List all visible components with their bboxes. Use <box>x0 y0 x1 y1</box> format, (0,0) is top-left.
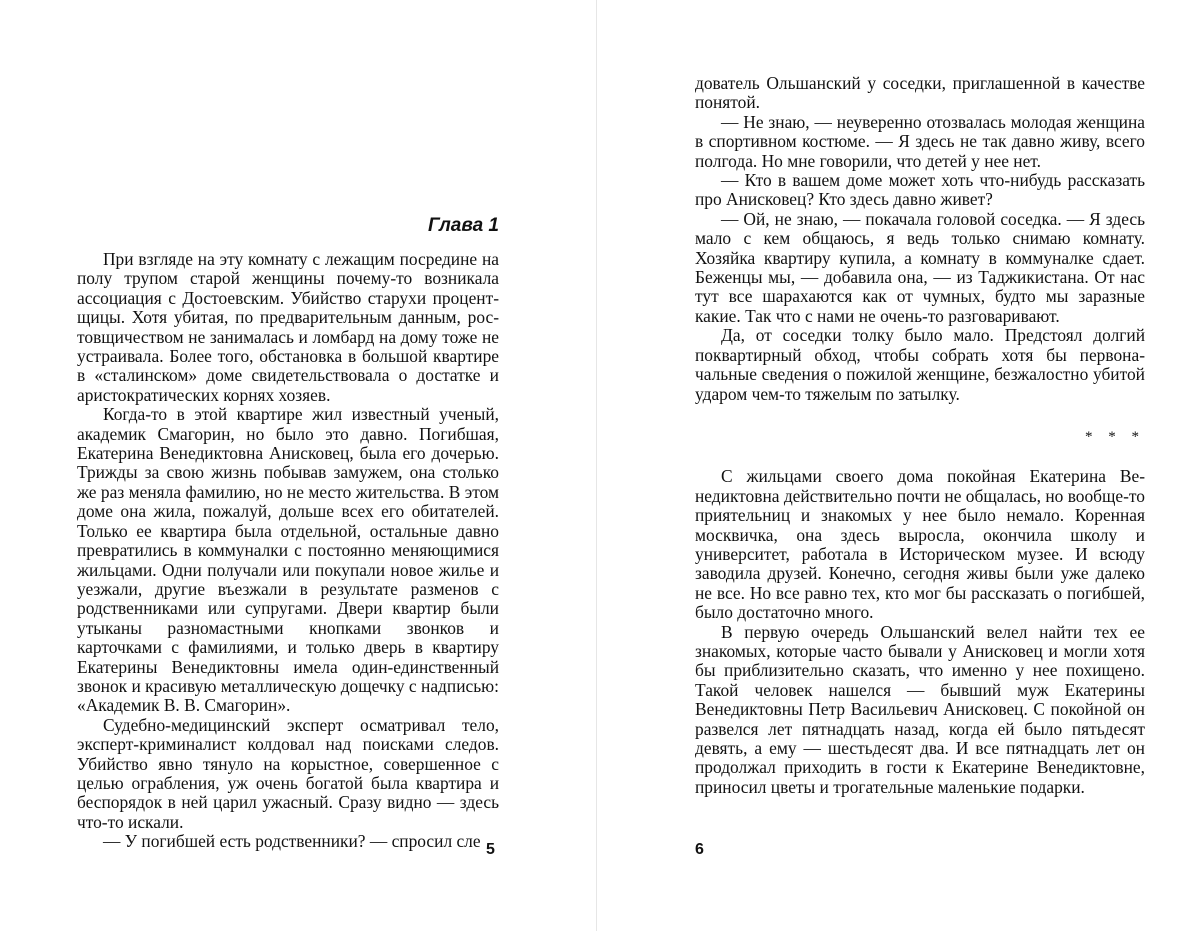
section-divider: * * * <box>1085 428 1145 445</box>
paragraph: Да, от соседки толку было мало. Предстоял долгий поквартирный обход, чтобы собрать хотя бы первоначальные сведения о пожилой женщине, безжалостно убитой ударом чем-то тяжелым по затылку. <box>695 325 1145 404</box>
paragraph: При взгляде на эту комнату с лежащим посредине на полу трупом старой женщины почему-то возникала ассоциация с Достоевским. Убийство старухи процентщицы. Хотя убитая, по предварительным данным, ростовщичеством не занималась и ломбард на дому тоже не устраивала. Более того, обстановка в большой квартире в «сталинском» доме свидетельствовала о достатке и аристократических корнях хозяев. <box>77 249 499 405</box>
paragraph: Судебно-медицинский эксперт осматривал тело, эксперт-криминалист колдовал над поисками следов. Убийство явно тянуло на корыстное, совершенное с целью ограбления, уж очень богатой была квартира и беспорядок в ней царил ужасный. Сразу видно — здесь что-то искали. <box>77 714 499 832</box>
left-page-text <box>77 250 499 852</box>
paragraph: С жильцами своего дома покойная Екатерина Венедиктовна действительно почти не общалась, но вообще-то приятельниц и знакомых у нее было немало. Коренная москвичка, она здесь выросла, окончила школу и университет, работала в Историческом музее. И всюду заводила друзей. Конечно, сегодня живы были уже далеко не все. Но все равно тех, кто мог бы рассказать о погибшей, было достаточно много. <box>695 466 1145 623</box>
paragraph: Когда-то в этой квартире жил известный ученый, академик Смагорин, но было это давно. Погибшая, Екатерина Венедиктовна Анисковец, была его дочерью. Трижды за свою жизнь побывав замужем, она столько же раз меняла фамилию, но не место жительства. В этом доме она жила, пожалуй, дольше всех его обитателей. Только ее квартира была отдельной, остальные давно превратились в коммуналки с постоянно меняющимися жильцами. Одни получали или покупали новое жилье и уезжали, другие въезжали в результате разменов с родственниками или супругами. Двери квартир были утыканы разномастными кнопками звонков и карточками с фамилиями, и только дверь в квартиру Екатерины Венедиктовны имела один-единственный звонок и красивую металлическую дощечку с надписью: «Академик В. В. Смагорин». <box>77 404 499 716</box>
chapter-title: Глава 1 <box>428 215 499 236</box>
page-number: 5 <box>486 841 495 858</box>
right-page <box>597 0 1192 931</box>
paragraph: В первую очередь Ольшанский велел найти тех ее знакомых, которые часто бывали у Анисковец и могли хотя бы приблизительно сказать, что именно у нее похищено. Такой человек нашелся — бывший муж Екатерины Венедиктовны Петр Васильевич Анисковец. С покойной он развелся лет пятнадцать назад, когда ей было пятьдесят девять, а ему — шестьдесят два. И все пятнадцать лет он продолжал приходить в гости к Екатерине Венедиктовне, приносил цветы и трогательные маленькие подарки. <box>695 621 1145 797</box>
paragraph: — Кто в вашем доме может хоть что-нибудь рассказать про Анисковец? Кто здесь давно живет? <box>695 170 1145 210</box>
paragraph-continued: дователь Ольшанский у соседки, приглашенной в качестве понятой. <box>695 73 1145 113</box>
paragraph: — У погибшей есть родственники? — спросил сле <box>103 831 481 852</box>
paragraph: — Не знаю, — неуверенно отозвалась молодая женщина в спортивном костюме. — Я здесь не так давно живу, всего полгода. Но мне говорили, что детей у нее нет. <box>695 111 1145 171</box>
page-number: 6 <box>695 841 704 858</box>
paragraph: — Ой, не знаю, — покачала головой соседка. — Я здесь мало с кем общаюсь, я ведь только снимаю комнату. Хозяйка квартиру купила, а комнату в коммуналке сдает. Беженцы мы, — добавила она, — из Таджикистана. От нас тут все шарахаются как от чумных, будто мы заразные какие. Так что с нами не очень-то разговаривают. <box>695 208 1145 326</box>
right-page-text <box>695 74 1145 797</box>
